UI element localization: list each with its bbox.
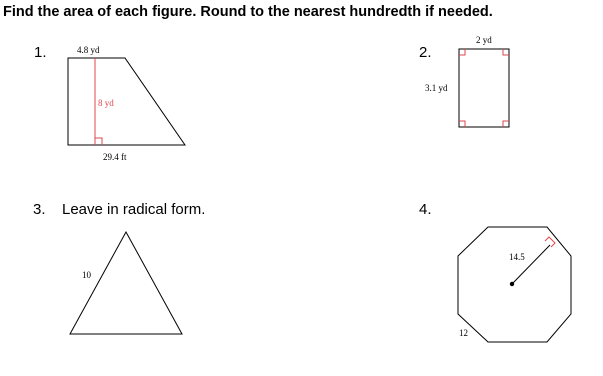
trapezoid-bottom-label: 29.4 ft (103, 152, 127, 162)
triangle-side-label: 10 (82, 270, 91, 280)
octagon-apothem-label: 14.5 (509, 252, 525, 262)
problem-2-number: 2. (419, 44, 432, 61)
right-angle-marker (95, 138, 102, 145)
rectangle-height-label: 3.1 yd (425, 83, 448, 93)
right-angle-marker (503, 49, 509, 55)
right-angle-marker (459, 121, 465, 127)
trapezoid-top-label: 4.8 yd (77, 45, 100, 55)
page-title: Find the area of each figure. Round to the nearest hundredth if needed. (3, 4, 493, 20)
trapezoid-height-label: 8 yd (98, 98, 114, 108)
octagon-figure (458, 227, 571, 342)
problem-1-number: 1. (34, 44, 47, 61)
problem-3-number: 3. (33, 201, 46, 218)
right-angle-marker (459, 49, 465, 55)
problem-3-instruction: Leave in radical form. (62, 201, 206, 218)
octagon-side-label: 12 (459, 328, 468, 338)
problem-4-number: 4. (419, 201, 432, 218)
apothem-line (512, 245, 550, 284)
trapezoid-figure (68, 58, 185, 145)
right-angle-marker (503, 121, 509, 127)
rectangle-figure (459, 49, 509, 127)
triangle-figure (70, 232, 182, 334)
rectangle-width-label: 2 yd (476, 35, 492, 45)
center-point (510, 282, 514, 286)
